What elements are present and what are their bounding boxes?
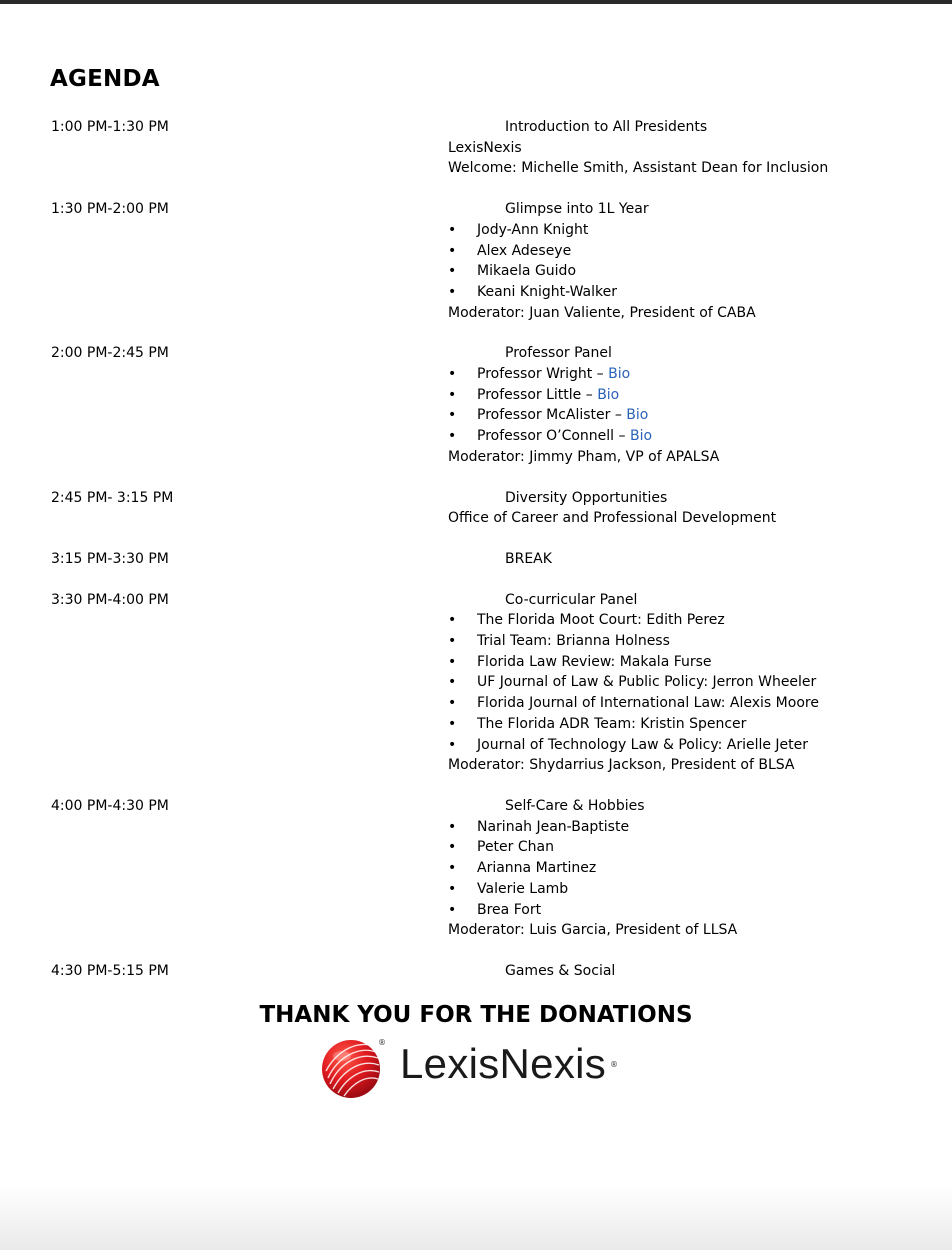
bio-link[interactable]: Bio — [629, 428, 653, 445]
list-item — [448, 261, 952, 282]
list-item — [448, 631, 952, 652]
list-item-text: Keani Knight-Walker — [477, 283, 617, 300]
session-detail-line: Welcome: Michelle Smith, Assistant Dean for Inclusion — [448, 160, 829, 177]
list-item — [448, 837, 952, 858]
session-moderator: Moderator: Shydarrius Jackson, President of BLSA — [448, 757, 795, 774]
agenda-list — [0, 117, 952, 1002]
lexisnexis-logo — [320, 1036, 630, 1100]
list-item — [448, 714, 952, 735]
list-item-text: Arianna Martinez — [477, 860, 597, 877]
list-item-text: Professor Little – — [477, 386, 598, 403]
session-item-list — [448, 610, 952, 755]
session-title: Diversity Opportunities — [505, 489, 668, 506]
session-time: 2:00 PM-2:45 PM — [51, 345, 169, 362]
bullet-icon: • — [448, 653, 457, 670]
agenda-session — [0, 199, 952, 323]
bullet-icon: • — [448, 818, 457, 835]
bullet-icon: • — [448, 221, 457, 238]
bullet-icon: • — [448, 263, 457, 280]
list-item-text: Professor Wright – — [477, 366, 609, 383]
session-title: Self-Care & Hobbies — [505, 797, 645, 814]
list-item — [448, 693, 952, 714]
list-item-text: The Florida Moot Court: Edith Perez — [477, 612, 725, 629]
session-title: BREAK — [505, 550, 552, 567]
list-item — [448, 879, 952, 900]
bullet-icon: • — [448, 736, 457, 753]
list-item-text: Peter Chan — [477, 839, 554, 856]
window-top-border — [0, 0, 952, 4]
bullet-icon: • — [448, 880, 457, 897]
bullet-icon: • — [448, 612, 457, 629]
list-item — [448, 672, 952, 693]
session-time: 3:15 PM-3:30 PM — [51, 550, 169, 567]
list-item — [448, 858, 952, 879]
list-item — [448, 426, 952, 447]
agenda-session — [0, 590, 952, 776]
list-item-text: The Florida ADR Team: Kristin Spencer — [477, 715, 747, 732]
session-title: Introduction to All Presidents — [505, 119, 708, 135]
agenda-session — [0, 796, 952, 941]
bullet-icon: • — [448, 428, 457, 445]
session-title: Games & Social — [505, 962, 616, 979]
agenda-title: AGENDA — [50, 66, 160, 92]
lexisnexis-wordmark: LexisNexis — [400, 1040, 607, 1087]
session-body — [448, 961, 952, 982]
bullet-icon: • — [448, 283, 457, 300]
bullet-icon: • — [448, 715, 457, 732]
session-time: 4:00 PM-4:30 PM — [51, 797, 169, 814]
bio-link[interactable]: Bio — [608, 366, 631, 383]
list-item-text: Professor O’Connell – — [477, 428, 630, 445]
list-item-text: Alex Adeseye — [477, 242, 572, 259]
session-body — [448, 796, 952, 941]
list-item-text: Florida Journal of International Law: Alexis Moore — [477, 695, 819, 712]
list-item-text: Journal of Technology Law & Policy: Arielle Jeter — [477, 736, 809, 753]
session-time: 2:45 PM- 3:15 PM — [51, 489, 174, 506]
session-title: Glimpse into 1L Year — [505, 201, 649, 218]
list-item — [448, 405, 952, 426]
bullet-icon: • — [448, 386, 457, 403]
list-item — [448, 385, 952, 406]
bullet-icon: • — [448, 839, 457, 856]
session-title: Co-curricular Panel — [505, 591, 638, 608]
bullet-icon: • — [448, 366, 457, 383]
list-item-text: Mikaela Guido — [477, 263, 577, 280]
session-detail-line: LexisNexis — [448, 139, 522, 156]
session-item-list — [448, 364, 952, 447]
session-body — [448, 549, 952, 570]
session-body — [448, 117, 952, 179]
list-item — [448, 735, 952, 756]
page-bottom-shadow — [0, 1185, 952, 1250]
session-time: 1:30 PM-2:00 PM — [51, 201, 169, 218]
agenda-session — [0, 343, 952, 467]
bullet-icon: • — [448, 633, 457, 650]
list-item-text: Florida Law Review: Makala Furse — [477, 653, 712, 670]
bio-link[interactable]: Bio — [597, 386, 620, 403]
list-item — [448, 282, 952, 303]
bio-link[interactable]: Bio — [626, 407, 649, 424]
agenda-session — [0, 961, 952, 982]
agenda-session — [0, 488, 952, 529]
session-body — [448, 488, 952, 529]
list-item-text: Trial Team: Brianna Holness — [477, 633, 670, 650]
list-item — [448, 652, 952, 673]
session-moderator: Moderator: Jimmy Pham, VP of APALSA — [448, 448, 720, 465]
session-item-list — [448, 817, 952, 921]
session-body — [448, 590, 952, 776]
agenda-session — [0, 117, 952, 179]
list-item — [448, 220, 952, 241]
bullet-icon: • — [448, 860, 457, 877]
list-item-text: Valerie Lamb — [477, 880, 569, 897]
registered-mark: ® — [378, 1038, 386, 1047]
list-item — [448, 364, 952, 385]
session-time: 3:30 PM-4:00 PM — [51, 591, 169, 608]
list-item-text: Narinah Jean-Baptiste — [477, 818, 630, 835]
list-item — [448, 241, 952, 262]
session-title: Professor Panel — [505, 345, 612, 362]
session-time: 1:00 PM-1:30 PM — [51, 119, 169, 135]
session-item-list — [448, 220, 952, 303]
session-moderator: Moderator: Juan Valiente, President of CABA — [448, 304, 756, 321]
bullet-icon: • — [448, 407, 457, 424]
list-item-text: Brea Fort — [477, 901, 542, 918]
list-item — [448, 817, 952, 838]
bullet-icon: • — [448, 901, 457, 918]
list-item — [448, 610, 952, 631]
session-body — [448, 343, 952, 467]
agenda-session — [0, 549, 952, 570]
bullet-icon: • — [448, 674, 457, 691]
session-time: 4:30 PM-5:15 PM — [51, 962, 169, 979]
list-item — [448, 900, 952, 921]
lexisnexis-globe-icon — [320, 1038, 382, 1100]
bullet-icon: • — [448, 695, 457, 712]
session-detail-line: Office of Career and Professional Development — [448, 510, 777, 527]
bullet-icon: • — [448, 242, 457, 259]
session-moderator: Moderator: Luis Garcia, President of LLSA — [448, 922, 738, 939]
thank-you-heading: THANK YOU FOR THE DONATIONS — [259, 1002, 693, 1028]
list-item-text: Professor McAlister – — [477, 407, 627, 424]
registered-mark: ® — [610, 1060, 618, 1069]
session-body — [448, 199, 952, 323]
list-item-text: UF Journal of Law & Public Policy: Jerron Wheeler — [477, 674, 817, 691]
list-item-text: Jody-Ann Knight — [477, 221, 589, 238]
